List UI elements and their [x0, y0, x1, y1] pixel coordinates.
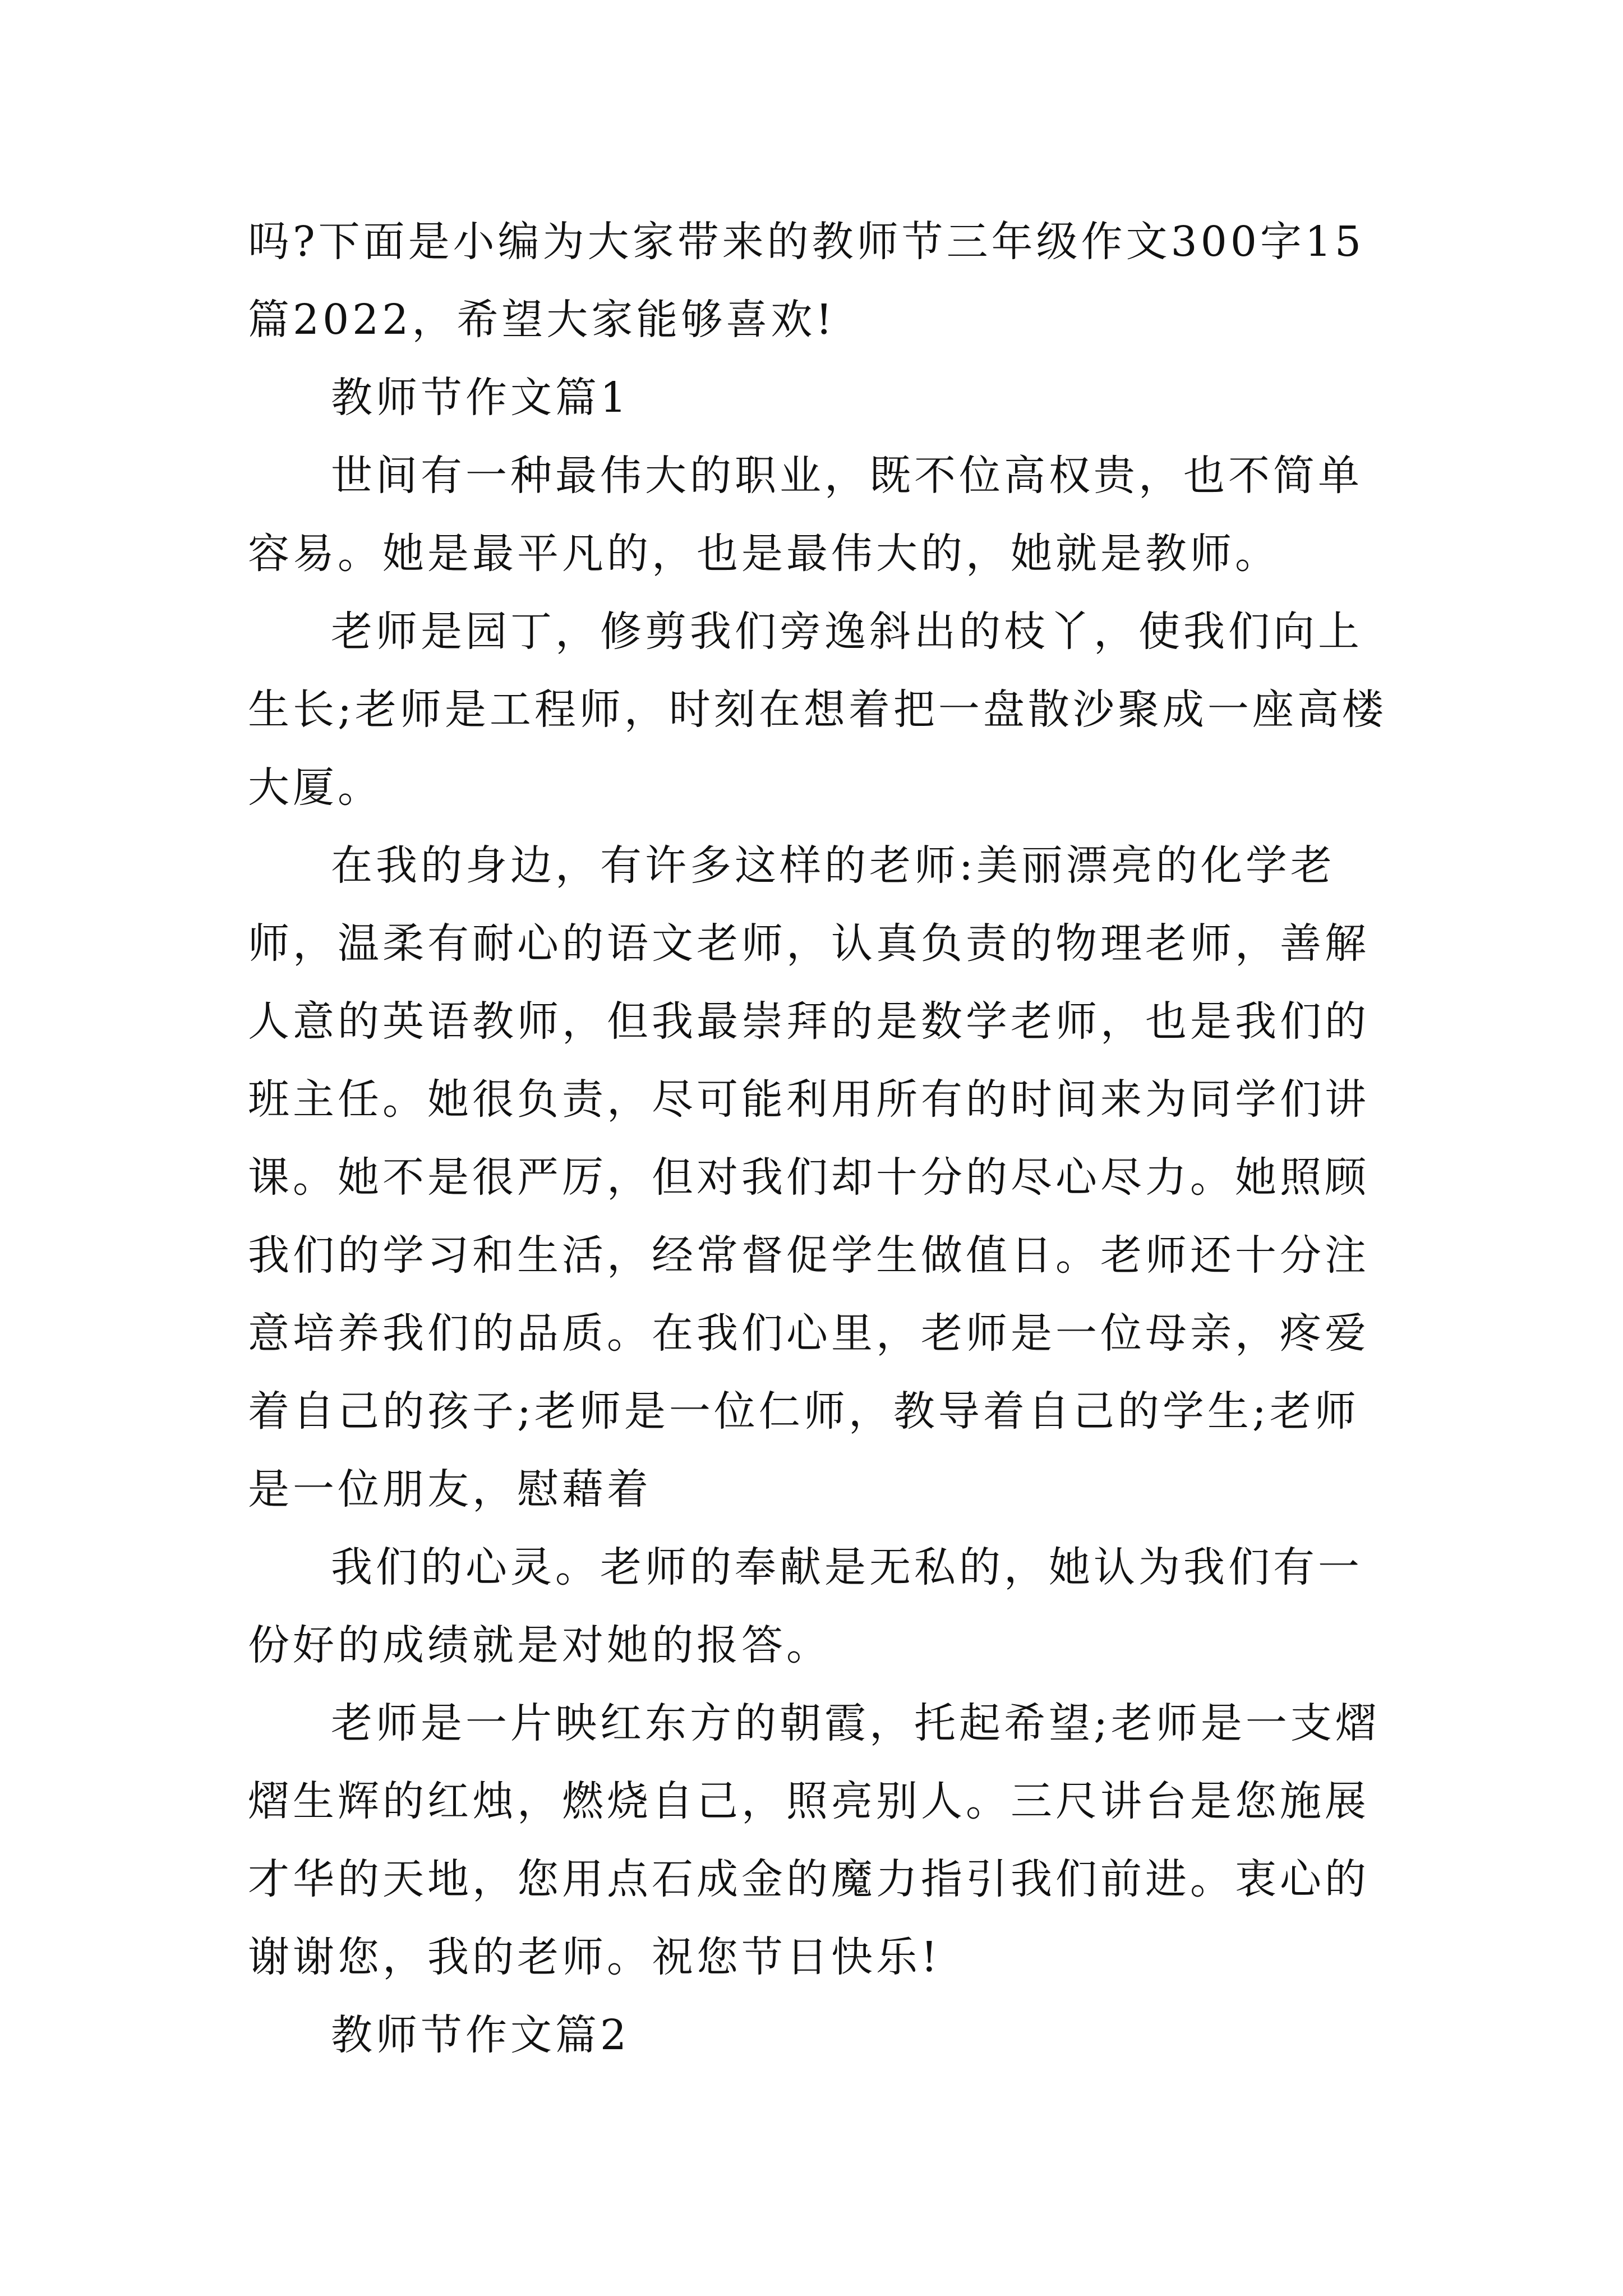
body-paragraph: 老师是一片映红东方的朝霞，托起希望;老师是一支熠熠生辉的红烛，燃烧自己，照亮别人。三尺讲台是您施展才华的天地，您用点石成金的魔力指引我们前进。衷心的谢谢您，我的老师。祝您节日快乐!: [248, 1699, 1380, 1981]
body-paragraph: 在我的身边，有许多这样的老师:美丽漂亮的化学老师，温柔有耐心的语文老师，认真负责的物理老师，善解人意的英语教师，但我最崇拜的是数学老师，也是我们的班主任。她很负责，尽可能利用所有的时间来为同学们讲课。她不是很严厉，但对我们却十分的尽心尽力。她照顾我们的学习和生活，经常督促学生做值日。老师还十分注意培养我们的品质。在我们心里，老师是一位母亲，疼爱着自己的孩子;老师是一位仁师，教导着自己的学生;老师是一位朋友，慰藉着: [248, 841, 1370, 1513]
body-paragraph: 世间有一种最伟大的职业，既不位高权贵，也不简单容易。她是最平凡的，也是最伟大的，她就是教师。: [248, 452, 1363, 578]
essay-heading-1: 教师节作文篇1: [331, 374, 630, 422]
body-paragraph: 我们的心灵。老师的奉献是无私的，她认为我们有一份好的成绩就是对她的报答。: [248, 1543, 1363, 1669]
body-paragraph: 老师是园丁，修剪我们旁逸斜出的枝丫，使我们向上生长;老师是工程师，时刻在想着把一盘散沙聚成一座高楼大厦。: [248, 608, 1387, 812]
intro-continuation-paragraph: 吗?下面是小编为大家带来的教师节三年级作文300字15篇2022，希望大家能够喜欢!: [248, 218, 1365, 344]
essay-heading-2: 教师节作文篇2: [331, 2011, 630, 2059]
document-body: [248, 203, 1392, 2074]
